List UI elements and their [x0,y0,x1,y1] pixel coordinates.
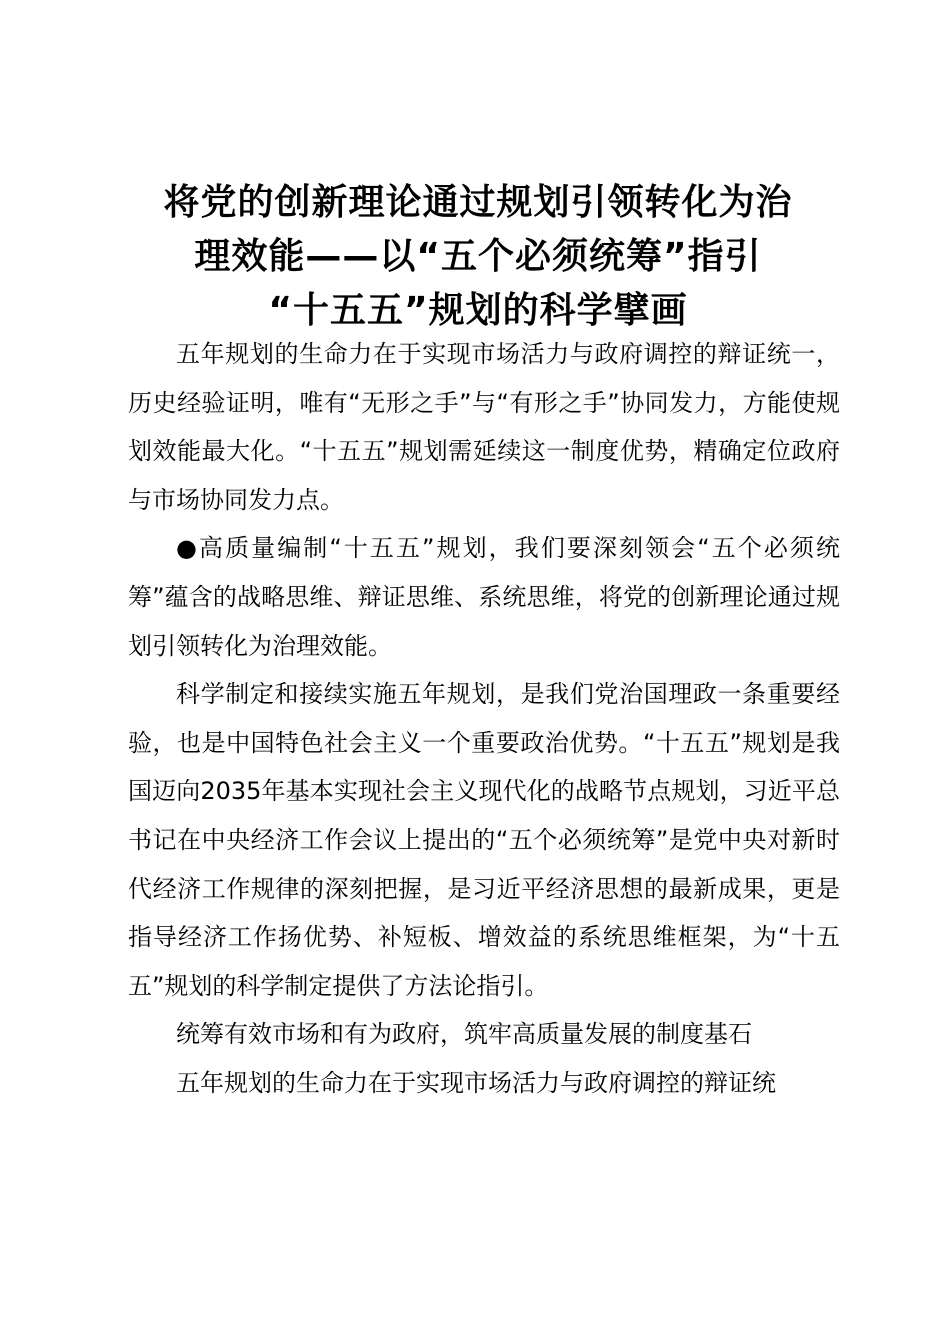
paragraph-intro: 五年规划的生命力在于实现市场活力与政府调控的辩证统一，历史经验证明，唯有“无形之手”与“有形之手”协同发力，方能使规划效能最大化。“十五五”规划需延续这一制度优势，精确定位政府与市场协同发力点。 [128,340,840,514]
section-heading: 统筹有效市场和有为政府，筑牢高质量发展的制度基石 [176,1020,752,1049]
paragraph-main: 科学制定和接续实施五年规划，是我们党治国理政一条重要经验，也是中国特色社会主义一个重要政治优势。“十五五”规划是我国迈向2035年基本实现社会主义现代化的战略节点规划，习近平总书记在中央经济工作会议上提出的“五个必须统筹”是党中央对新时代经济工作规律的深刻把握，是习近平经济思想的最新成果，更是指导经济工作扬优势、补短板、增效益的系统思维框架，为“十五五”规划的科学制定提供了方法论指引。 [128,680,840,1000]
title-line-2: 理效能——以“五个必须统筹”指引 [194,236,762,277]
title-line-1: 将党的创新理论通过规划引领转化为治 [163,182,793,223]
paragraph-summary: ●高质量编制“十五五”规划，我们要深刻领会“五个必须统筹”蕴含的战略思维、辩证思维、系统思维，将党的创新理论通过规划引领转化为治理效能。 [128,534,840,660]
title-line-3: “十五五”规划的科学擘画 [268,290,688,331]
document-body [128,330,840,1108]
document-title [118,176,838,338]
paragraph-continued: 五年规划的生命力在于实现市场活力与政府调控的辩证统 [176,1068,776,1097]
